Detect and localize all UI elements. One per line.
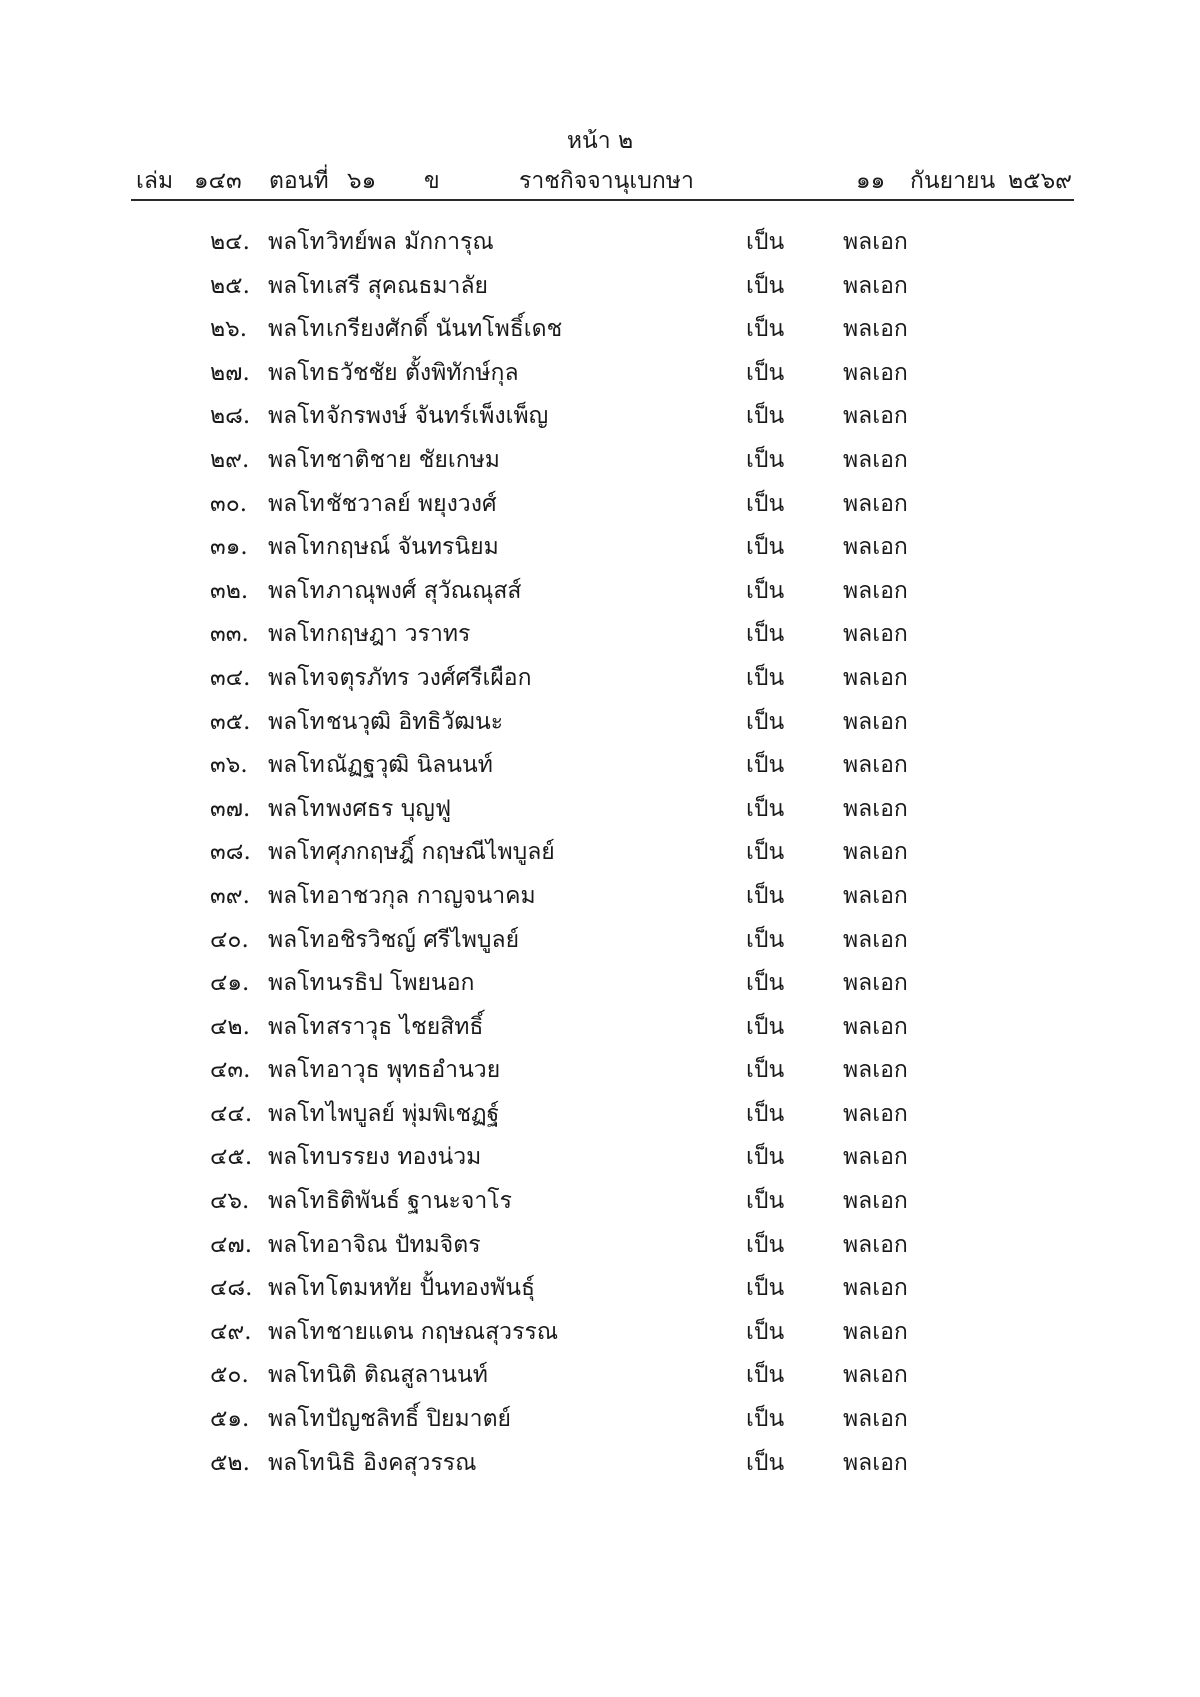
entry-number: ๓๕. [210, 708, 251, 735]
entry-as: เป็น [746, 1100, 785, 1127]
entry-rank: พลโท [268, 795, 325, 822]
list-item [0, 442, 1200, 486]
entry-new-rank: พลเอก [843, 926, 908, 953]
entry-as: เป็น [746, 1406, 785, 1433]
entry-as: เป็น [746, 1362, 785, 1389]
entry-number: ๕๑. [210, 1406, 250, 1433]
entry-number: ๓๙. [210, 882, 250, 909]
list-item [0, 1227, 1200, 1271]
entry-as: เป็น [746, 272, 785, 299]
entry-as: เป็น [746, 708, 785, 735]
list-item [0, 268, 1200, 312]
entry-new-rank: พลเอก [843, 839, 908, 866]
list-item [0, 398, 1200, 442]
list-item [0, 1445, 1200, 1489]
list-item [0, 1401, 1200, 1445]
entry-name: อาชวกุล กาญจนาคม [326, 882, 536, 909]
list-item [0, 355, 1200, 399]
promotion-list [0, 224, 1200, 1488]
entry-name: ศุภกฤษฎิ์ กฤษณีไพบูลย์ [326, 839, 555, 866]
entry-as: เป็น [746, 1449, 785, 1476]
entry-name: ชายแดน กฤษณสุวรรณ [326, 1318, 559, 1345]
entry-new-rank: พลเอก [843, 577, 908, 604]
issue-number: ๖๑ [347, 168, 377, 194]
entry-name: ไพบูลย์ พุ่มพิเชฏฐ์ [326, 1100, 500, 1127]
entry-as: เป็น [746, 664, 785, 691]
entry-number: ๔๕. [210, 1144, 253, 1171]
list-item [0, 1183, 1200, 1227]
entry-number: ๓๘. [210, 839, 251, 866]
entry-name: วิทย์พล มักการุณ [326, 229, 494, 255]
list-item [0, 660, 1200, 704]
entry-new-rank: พลเอก [843, 490, 908, 517]
entry-rank: พลโท [268, 1406, 325, 1433]
entry-name: เกรียงศักดิ์ นันทโพธิ์เดช [326, 316, 563, 343]
list-item [0, 1270, 1200, 1314]
entry-new-rank: พลเอก [843, 1057, 908, 1084]
list-item [0, 922, 1200, 966]
entry-name: โตมหทัย ปั้นทองพันธุ์ [326, 1275, 536, 1302]
entry-as: เป็น [746, 446, 785, 473]
entry-rank: พลโท [268, 359, 325, 386]
entry-rank: พลโท [268, 577, 325, 604]
entry-name: ภาณุพงศ์ สุวัณณุสส์ [326, 577, 522, 604]
entry-rank: พลโท [268, 926, 325, 953]
entry-as: เป็น [746, 752, 785, 779]
list-item [0, 311, 1200, 355]
entry-name: เสรี สุคณธมาลัย [326, 272, 489, 299]
entry-rank: พลโท [268, 229, 325, 255]
entry-new-rank: พลเอก [843, 664, 908, 691]
entry-as: เป็น [746, 534, 785, 561]
entry-new-rank: พลเอก [843, 316, 908, 343]
entry-name: นรธิป โพยนอก [326, 970, 475, 997]
entry-rank: พลโท [268, 1144, 325, 1171]
gazette-title: ราชกิจจานุเบกษา [519, 168, 694, 194]
entry-as: เป็น [746, 359, 785, 386]
entry-new-rank: พลเอก [843, 1449, 908, 1476]
volume-label: เล่ม [136, 168, 174, 194]
entry-rank: พลโท [268, 839, 325, 866]
entry-name: ปัญชลิทธิ์ ปิยมาตย์ [326, 1406, 511, 1433]
entry-new-rank: พลเอก [843, 1100, 908, 1127]
entry-as: เป็น [746, 1144, 785, 1171]
entry-new-rank: พลเอก [843, 882, 908, 909]
entry-rank: พลโท [268, 1231, 325, 1258]
list-item [0, 616, 1200, 660]
list-item [0, 224, 1200, 268]
entry-name: ชัชวาลย์ พยุงวงศ์ [326, 490, 497, 517]
page-number: หน้า ๒ [566, 128, 634, 154]
entry-name: จักรพงษ์ จันทร์เพ็งเพ็ญ [326, 403, 549, 430]
entry-new-rank: พลเอก [843, 229, 908, 255]
entry-rank: พลโท [268, 621, 325, 648]
entry-number: ๔๒. [210, 1013, 250, 1040]
entry-number: ๒๙. [210, 446, 250, 473]
entry-name: ณัฏฐวุฒิ นิลนนท์ [326, 752, 493, 779]
entry-new-rank: พลเอก [843, 1013, 908, 1040]
entry-name: นิติ ติณสูลานนท์ [326, 1362, 488, 1389]
entry-rank: พลโท [268, 316, 325, 343]
entry-new-rank: พลเอก [843, 403, 908, 430]
entry-new-rank: พลเอก [843, 621, 908, 648]
entry-number: ๓๓. [210, 621, 249, 648]
entry-number: ๕๒. [210, 1449, 250, 1476]
entry-number: ๒๗. [210, 359, 250, 386]
entry-as: เป็น [746, 926, 785, 953]
entry-rank: พลโท [268, 752, 325, 779]
entry-rank: พลโท [268, 1275, 325, 1302]
entry-number: ๒๔. [210, 229, 250, 255]
list-item [0, 791, 1200, 835]
entry-rank: พลโท [268, 534, 325, 561]
entry-number: ๔๐. [210, 926, 249, 953]
entry-number: ๔๓. [210, 1057, 251, 1084]
list-item [0, 965, 1200, 1009]
entry-number: ๔๙. [210, 1318, 252, 1345]
list-item [0, 486, 1200, 530]
entry-new-rank: พลเอก [843, 795, 908, 822]
date-month: กันยายน [910, 168, 996, 194]
entry-rank: พลโท [268, 272, 325, 299]
entry-as: เป็น [746, 1318, 785, 1345]
entry-as: เป็น [746, 839, 785, 866]
issue-label: ตอนที่ [269, 168, 329, 194]
entry-name: อาจิณ ปัทมจิตร [326, 1231, 481, 1258]
entry-new-rank: พลเอก [843, 1188, 908, 1215]
date-year: ๒๕๖๙ [1008, 168, 1073, 194]
entry-new-rank: พลเอก [843, 534, 908, 561]
entry-number: ๔๗. [210, 1231, 253, 1258]
entry-number: ๕๐. [210, 1362, 249, 1389]
list-item [0, 1009, 1200, 1053]
entry-rank: พลโท [268, 708, 325, 735]
entry-name: อาวุธ พุทธอำนวย [326, 1057, 501, 1084]
entry-number: ๓๒. [210, 577, 249, 604]
entry-name: อชิรวิชญ์ ศรีไพบูลย์ [326, 926, 520, 953]
entry-rank: พลโท [268, 970, 325, 997]
header-divider [131, 199, 1074, 201]
entry-rank: พลโท [268, 403, 325, 430]
entry-as: เป็น [746, 403, 785, 430]
entry-rank: พลโท [268, 1449, 325, 1476]
entry-rank: พลโท [268, 1318, 325, 1345]
entry-name: ธิติพันธ์ ฐานะจาโร [326, 1188, 512, 1215]
entry-as: เป็น [746, 316, 785, 343]
entry-new-rank: พลเอก [843, 708, 908, 735]
volume-number: ๑๔๓ [194, 168, 242, 194]
entry-new-rank: พลเอก [843, 1318, 908, 1345]
entry-number: ๓๐. [210, 490, 248, 517]
entry-rank: พลโท [268, 1188, 325, 1215]
list-item [0, 747, 1200, 791]
entry-rank: พลโท [268, 1100, 325, 1127]
entry-new-rank: พลเอก [843, 1406, 908, 1433]
entry-rank: พลโท [268, 664, 325, 691]
list-item [0, 1357, 1200, 1401]
entry-number: ๓๖. [210, 752, 248, 779]
entry-name: ชาติชาย ชัยเกษม [326, 446, 500, 473]
entry-as: เป็น [746, 1231, 785, 1258]
entry-number: ๓๗. [210, 795, 251, 822]
section-letter: ข [424, 168, 440, 194]
list-item [0, 1052, 1200, 1096]
entry-as: เป็น [746, 577, 785, 604]
gazette-header [0, 164, 1200, 198]
entry-new-rank: พลเอก [843, 1231, 908, 1258]
date-day: ๑๑ [856, 168, 886, 194]
entry-as: เป็น [746, 1275, 785, 1302]
list-item [0, 573, 1200, 617]
list-item [0, 1139, 1200, 1183]
entry-as: เป็น [746, 882, 785, 909]
entry-number: ๓๑. [210, 534, 248, 561]
entry-new-rank: พลเอก [843, 970, 908, 997]
entry-name: ธวัชชัย ตั้งพิทักษ์กุล [326, 359, 519, 386]
list-item [0, 704, 1200, 748]
entry-number: ๓๔. [210, 664, 251, 691]
entry-number: ๒๘. [210, 403, 251, 430]
entry-rank: พลโท [268, 882, 325, 909]
entry-name: นิธิ อิงคสุวรรณ [326, 1449, 477, 1476]
entry-name: พงศธร บุญฟู [326, 795, 452, 822]
entry-number: ๒๖. [210, 316, 248, 343]
entry-new-rank: พลเอก [843, 359, 908, 386]
entry-as: เป็น [746, 621, 785, 648]
entry-rank: พลโท [268, 1013, 325, 1040]
entry-new-rank: พลเอก [843, 446, 908, 473]
entry-as: เป็น [746, 795, 785, 822]
entry-name: บรรยง ทองน่วม [326, 1144, 482, 1171]
entry-number: ๔๔. [210, 1100, 253, 1127]
entry-number: ๔๘. [210, 1275, 253, 1302]
entry-name: จตุรภัทร วงศ์ศรีเผือก [326, 664, 532, 691]
entry-number: ๔๑. [210, 970, 250, 997]
list-item [0, 529, 1200, 573]
entry-new-rank: พลเอก [843, 752, 908, 779]
entry-rank: พลโท [268, 1057, 325, 1084]
entry-number: ๒๕. [210, 272, 250, 299]
entry-number: ๔๖. [210, 1188, 250, 1215]
entry-new-rank: พลเอก [843, 1362, 908, 1389]
entry-new-rank: พลเอก [843, 1144, 908, 1171]
entry-rank: พลโท [268, 490, 325, 517]
list-item [0, 1314, 1200, 1358]
entry-name: กฤษณ์ จันทรนิยม [326, 534, 499, 561]
list-item [0, 1096, 1200, 1140]
entry-as: เป็น [746, 1013, 785, 1040]
list-item [0, 878, 1200, 922]
entry-as: เป็น [746, 229, 785, 255]
entry-name: กฤษฎา วราทร [326, 621, 471, 648]
entry-as: เป็น [746, 970, 785, 997]
entry-name: ชนวุฒิ อิทธิวัฒนะ [326, 708, 504, 735]
entry-as: เป็น [746, 490, 785, 517]
entry-new-rank: พลเอก [843, 1275, 908, 1302]
entry-name: สราวุธ ไชยสิทธิ์ [326, 1013, 484, 1040]
entry-rank: พลโท [268, 446, 325, 473]
entry-as: เป็น [746, 1188, 785, 1215]
entry-as: เป็น [746, 1057, 785, 1084]
entry-new-rank: พลเอก [843, 272, 908, 299]
list-item [0, 834, 1200, 878]
entry-rank: พลโท [268, 1362, 325, 1389]
